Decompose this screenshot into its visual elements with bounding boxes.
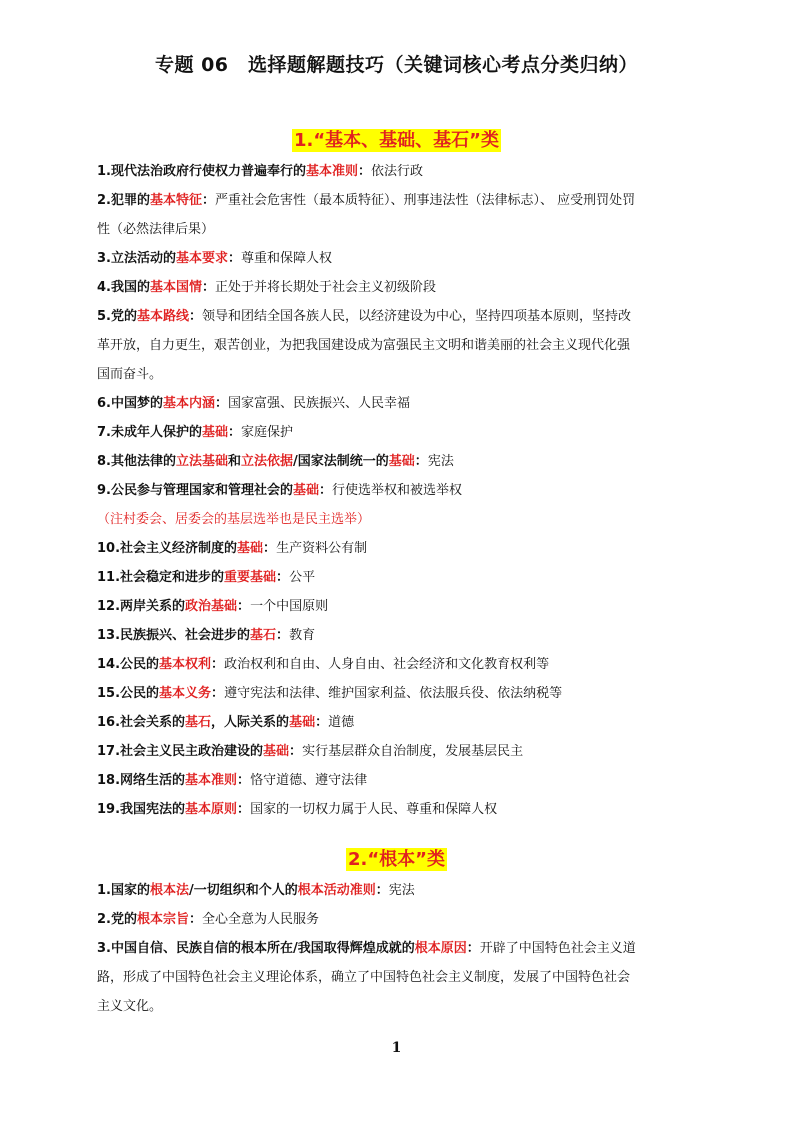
- item-text: 3.中国自信、民族自信的根本所在/我国取得辉煌成就的: [97, 941, 415, 956]
- list-item: [97, 244, 703, 273]
- item-text: 14.公民的: [97, 657, 160, 672]
- keyword-highlight: 基本要求: [175, 251, 228, 266]
- list-item: [97, 876, 703, 905]
- keyword-highlight: 基本路线: [136, 309, 189, 324]
- item-text: 12.两岸关系的: [97, 599, 186, 614]
- list-item: [97, 992, 703, 1021]
- keyword-highlight: 基本义务: [159, 686, 212, 701]
- item-text: ：: [315, 715, 329, 730]
- item-text: /一切组织和个人的: [189, 883, 298, 898]
- item-text: 性（必然法律后果）: [97, 222, 215, 237]
- item-text: 行使选举权和被选举权: [332, 483, 463, 498]
- item-text: 生产资料公有制: [276, 541, 368, 556]
- item-text: ：: [375, 883, 389, 898]
- keyword-highlight: 基石: [250, 628, 277, 643]
- list-item: [97, 331, 703, 360]
- item-text: 主义文化。: [97, 999, 163, 1014]
- item-text: 教育: [289, 628, 316, 643]
- keyword-highlight: 政治基础: [185, 599, 238, 614]
- keyword-highlight: 基本权利: [159, 657, 212, 672]
- list-item: [97, 766, 703, 795]
- item-text: ：: [319, 483, 333, 498]
- section-2-list: [97, 876, 703, 1021]
- item-text: ：: [228, 425, 242, 440]
- item-text: 尊重和保障人权: [241, 251, 333, 266]
- keyword-highlight: 基本内涵: [162, 396, 215, 411]
- item-text: 道德: [328, 715, 355, 730]
- item-text: 6.中国梦的: [97, 396, 163, 411]
- item-text: 17.社会主义民主政治建设的: [97, 744, 264, 759]
- list-item: [97, 905, 703, 934]
- keyword-highlight: 基础: [263, 744, 290, 759]
- item-text: 全心全意为人民服务: [202, 912, 320, 927]
- keyword-highlight: 立法依据: [241, 454, 294, 469]
- item-text: 10.社会主义经济制度的: [97, 541, 238, 556]
- list-item: [97, 621, 703, 650]
- page-number: 1: [391, 1040, 402, 1056]
- keyword-highlight: 重要基础: [224, 570, 277, 585]
- item-text: 宪法: [388, 883, 415, 898]
- item-text: ，人际关系的: [211, 715, 290, 730]
- keyword-highlight: 根本宗旨: [136, 912, 189, 927]
- item-text: 5.党的: [97, 309, 137, 324]
- item-text: ：: [189, 912, 203, 927]
- item-text: 家庭保护: [241, 425, 294, 440]
- item-text: 恪守道德、遵守法律: [250, 773, 368, 788]
- item-text: 依法行政: [371, 164, 424, 179]
- item-text: ：: [414, 454, 428, 469]
- list-item: [97, 389, 703, 418]
- item-text: 19.我国宪法的: [97, 802, 186, 817]
- list-item: [97, 302, 703, 331]
- item-text: 一个中国原则: [250, 599, 329, 614]
- item-text: 16.社会关系的: [97, 715, 186, 730]
- item-text: ：: [211, 657, 225, 672]
- item-text: 实行基层群众自治制度，发展基层民主: [302, 744, 524, 759]
- list-item: [97, 563, 703, 592]
- item-text: 政治权利和自由、人身自由、社会经济和文化教育权利等: [224, 657, 550, 672]
- item-text: 2.党的: [97, 912, 137, 927]
- list-item: [97, 592, 703, 621]
- list-item: [97, 934, 703, 963]
- item-text: 1.国家的: [97, 883, 150, 898]
- keyword-highlight: 基础: [237, 541, 264, 556]
- item-text: 遵守宪法和法律、维护国家利益、依法服兵役、依法纳税等: [224, 686, 563, 701]
- item-text: ：: [215, 396, 229, 411]
- keyword-highlight: 基本原则: [185, 802, 238, 817]
- keyword-highlight: 基础: [388, 454, 415, 469]
- page-title: 专题 06 选择题解题技巧（关键词核心考点分类归纳）: [154, 54, 639, 76]
- keyword-highlight: 根本原因: [414, 941, 467, 956]
- section-2-heading: 2.“根本”类: [347, 849, 446, 870]
- keyword-highlight: 基本准则: [305, 164, 358, 179]
- list-item: [97, 447, 703, 476]
- item-text: ：: [276, 570, 290, 585]
- item-text: ：: [276, 628, 290, 643]
- list-item: [97, 186, 703, 215]
- item-text: 1.现代法治政府行使权力普遍奉行的: [97, 164, 306, 179]
- keyword-highlight: 基石: [185, 715, 212, 730]
- item-text: /国家法制统一的: [293, 454, 389, 469]
- item-text: 8.其他法律的: [97, 454, 176, 469]
- list-item: [97, 534, 703, 563]
- item-text: 3.立法活动的: [97, 251, 176, 266]
- item-text: 国而奋斗。: [97, 367, 163, 382]
- list-item: [97, 963, 703, 992]
- keyword-highlight: 根本活动准则: [297, 883, 376, 898]
- item-text: ：: [189, 309, 203, 324]
- keyword-highlight: 基础: [289, 715, 316, 730]
- item-text: 国家的一切权力属于人民、尊重和保障人权: [250, 802, 498, 817]
- item-text: 宪法: [427, 454, 454, 469]
- item-text: ：: [202, 280, 216, 295]
- list-item: [97, 360, 703, 389]
- item-text: 15.公民的: [97, 686, 160, 701]
- keyword-highlight: 基本准则: [185, 773, 238, 788]
- list-item: [97, 795, 703, 824]
- item-text: ：: [237, 599, 251, 614]
- item-text: ：: [358, 164, 372, 179]
- keyword-highlight: 基本特征: [149, 193, 202, 208]
- item-text: ：: [466, 941, 480, 956]
- list-item: [97, 273, 703, 302]
- keyword-highlight: 基础: [201, 425, 228, 440]
- item-text: 路，形成了中国特色社会主义理论体系，确立了中国特色社会主义制度，发展了中国特色社会: [97, 970, 631, 985]
- keyword-highlight: 根本法: [149, 883, 189, 898]
- item-text: ：: [202, 193, 216, 208]
- list-item: [97, 157, 703, 186]
- item-text: 国家富强、民族振兴、人民幸福: [228, 396, 411, 411]
- item-text: ：: [211, 686, 225, 701]
- item-text: ：: [289, 744, 303, 759]
- item-text: 开辟了中国特色社会主义道: [479, 941, 636, 956]
- item-text: 领导和团结全国各族人民，以经济建设为中心，坚持四项基本原则，坚持改: [202, 309, 632, 324]
- item-text: （注村委会、居委会的基层选举也是民主选举）: [97, 512, 371, 527]
- item-text: 和: [228, 454, 242, 469]
- item-text: ：: [237, 773, 251, 788]
- item-text: 18.网络生活的: [97, 773, 186, 788]
- item-text: 13.民族振兴、社会进步的: [97, 628, 251, 643]
- item-text: 正处于并将长期处于社会主义初级阶段: [215, 280, 437, 295]
- list-item: [97, 505, 703, 534]
- item-text: 2.犯罪的: [97, 193, 150, 208]
- list-item: [97, 650, 703, 679]
- item-text: ：: [263, 541, 277, 556]
- list-item: [97, 215, 703, 244]
- list-item: [97, 708, 703, 737]
- item-text: 革开放，自力更生，艰苦创业，为把我国建设成为富强民主文明和谐美丽的社会主义现代化强: [97, 338, 631, 353]
- item-text: 7.未成年人保护的: [97, 425, 202, 440]
- item-text: ：: [228, 251, 242, 266]
- item-text: ：: [237, 802, 251, 817]
- keyword-highlight: 基本国情: [149, 280, 202, 295]
- item-text: 公平: [289, 570, 316, 585]
- item-text: 11.社会稳定和进步的: [97, 570, 225, 585]
- section-1-list: [97, 157, 703, 824]
- list-item: [97, 737, 703, 766]
- list-item: [97, 679, 703, 708]
- item-text: 严重社会危害性（最本质特征）、刑事违法性（法律标志）、 应受刑罚处罚: [215, 193, 636, 208]
- item-text: 4.我国的: [97, 280, 150, 295]
- list-item: [97, 418, 703, 447]
- item-text: 9.公民参与管理国家和管理社会的: [97, 483, 293, 498]
- keyword-highlight: 立法基础: [175, 454, 228, 469]
- section-1-heading: 1.“基本、基础、基石”类: [293, 130, 500, 151]
- keyword-highlight: 基础: [292, 483, 319, 498]
- list-item: [97, 476, 703, 505]
